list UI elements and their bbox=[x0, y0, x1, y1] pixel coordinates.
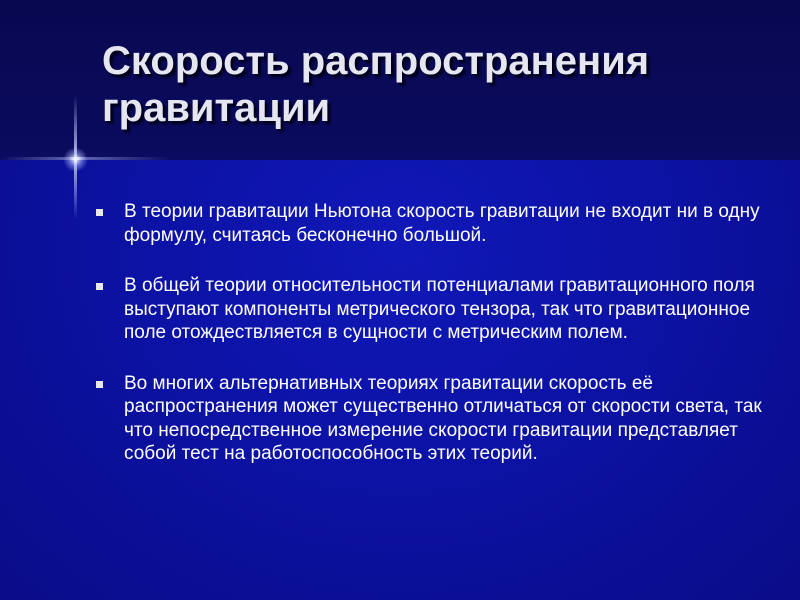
square-bullet-icon bbox=[96, 381, 103, 388]
slide-title: Скорость распространения гравитации bbox=[102, 39, 650, 130]
bullet-text: В общей теории относительности потенциалами гравитационного поля выступают компоненты метрического тензора, так что гравитационное поле отождествляется в сущности с метрическим полем. bbox=[124, 275, 755, 343]
bullet-item bbox=[96, 274, 776, 345]
bullet-list bbox=[96, 200, 776, 493]
bullet-item bbox=[96, 372, 776, 466]
light-flare-icon bbox=[63, 147, 88, 172]
square-bullet-icon bbox=[96, 209, 103, 216]
bullet-text: Во многих альтернативных теориях гравитации скорость её распространения может существенно отличаться от скорости света, так что непосредственное измерение скорости гравитации представляет собой тест на работоспособность этих теорий. bbox=[124, 372, 762, 464]
bullet-item bbox=[96, 200, 776, 247]
square-bullet-icon bbox=[96, 283, 103, 290]
bullet-text: В теории гравитации Ньютона скорость гравитации не входит ни в одну формулу, считаясь бесконечно большой. bbox=[124, 201, 760, 246]
